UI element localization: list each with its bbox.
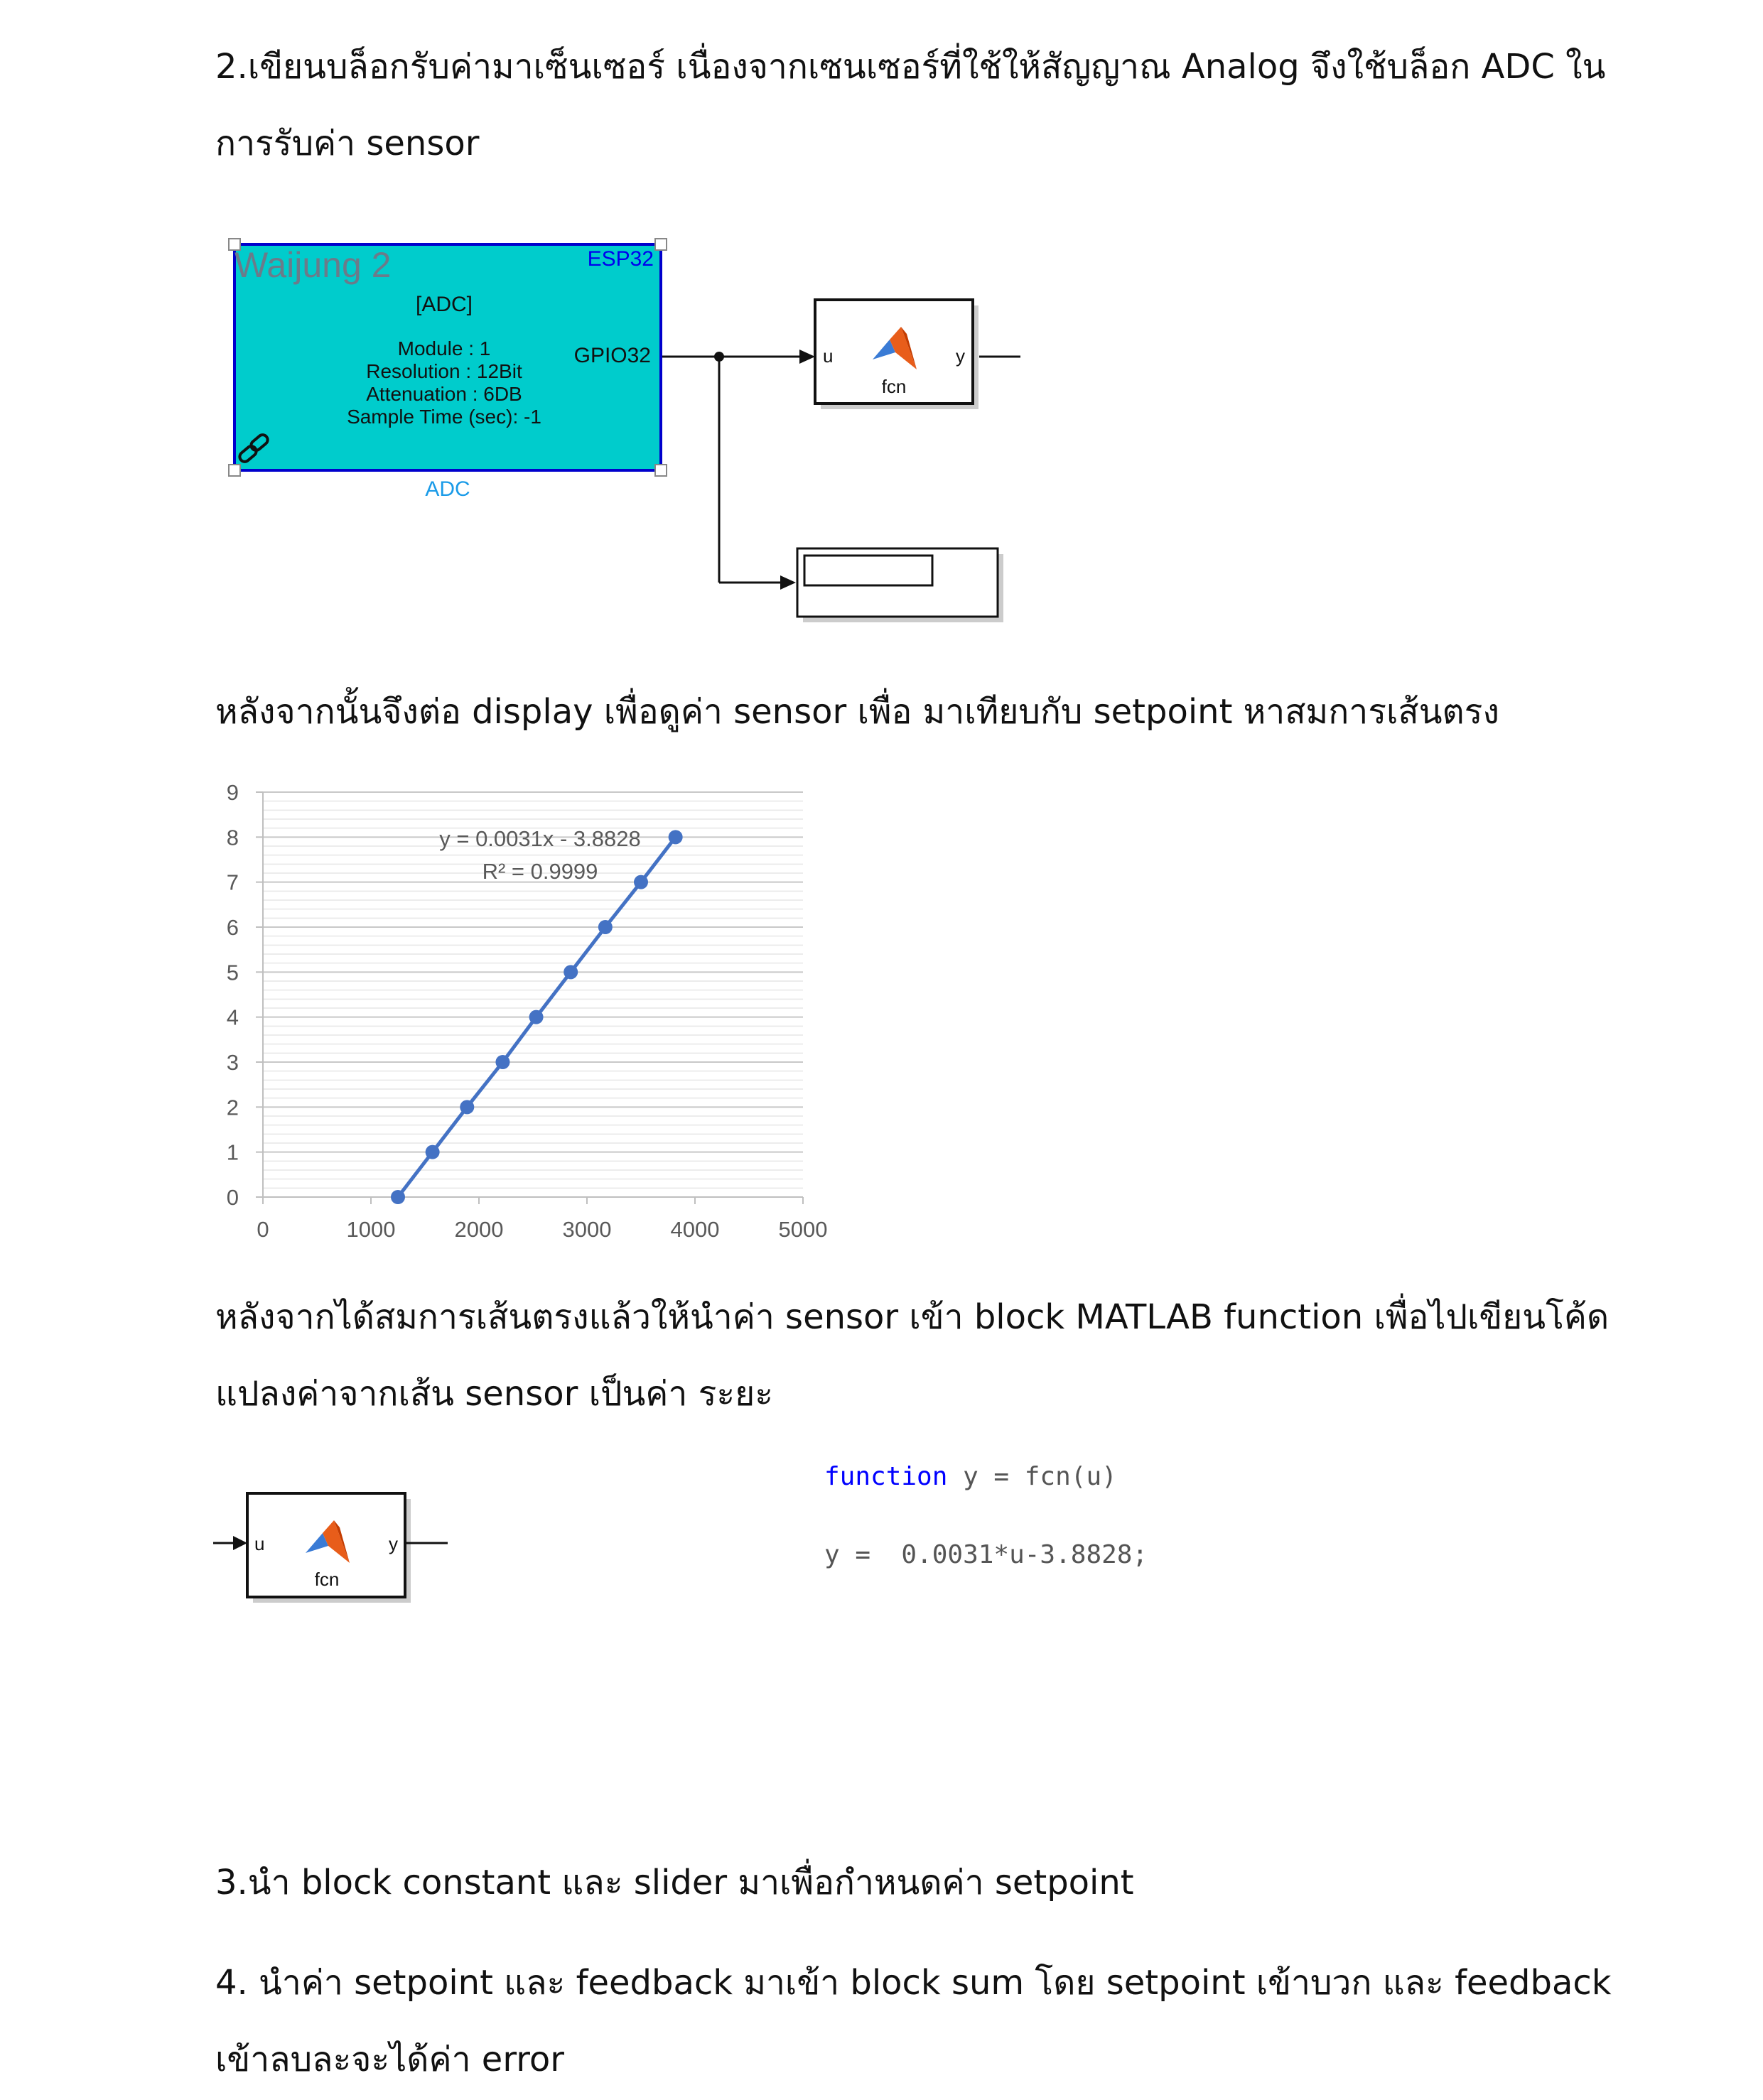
- adc-target-label: ESP32: [587, 247, 654, 271]
- y-tick-label: 5: [226, 960, 239, 985]
- step3-line: 3.นำ block constant และ slider มาเพื่อกำหนดค่า setpoint: [215, 1863, 1134, 1903]
- adc-port-label: GPIO32: [573, 344, 651, 367]
- x-tick-label: 4000: [670, 1217, 720, 1242]
- step3-paragraph: [215, 1844, 1565, 1921]
- y-tick-label: 4: [226, 1005, 239, 1030]
- matlab-line-2: แปลงค่าจากเส้น sensor เป็นค่า ระยะ: [215, 1374, 774, 1414]
- arrow-to-fcn: [799, 350, 815, 364]
- matlab-paragraph: [215, 1279, 1610, 1432]
- code-signature: y = fcn(u): [947, 1462, 1117, 1491]
- display-line: หลังจากนั้นจึงต่อ display เพื่อดูค่า sensor เพื่อ มาเทียบกับ setpoint หาสมการเส้นตรง: [215, 692, 1499, 732]
- adc-param-attenuation: Attenuation : 6DB: [366, 383, 522, 405]
- x-tick-label: 5000: [778, 1217, 828, 1242]
- step2-line-2: การรับค่า sensor: [215, 124, 480, 163]
- data-point: [391, 1190, 405, 1204]
- data-point: [669, 830, 683, 844]
- branch-point: [714, 352, 724, 362]
- code-keyword: function: [824, 1462, 948, 1491]
- y-tick-label: 3: [226, 1050, 239, 1075]
- fcn-block-diagram: [213, 1485, 469, 1613]
- fcn2-output-port: y: [389, 1533, 398, 1554]
- fcn-output-port: y: [956, 345, 965, 367]
- step4-line-2: เข้าลบละจะได้ค่า error: [215, 2040, 564, 2079]
- code-line-2: y = 0.0031*u-3.8828;: [824, 1540, 1148, 1569]
- fcn-input-port: u: [823, 345, 834, 367]
- fcn2-label: fcn: [314, 1569, 340, 1590]
- data-point: [460, 1100, 474, 1114]
- display-value-field: [804, 556, 932, 585]
- y-tick-label: 7: [226, 870, 239, 895]
- matlab-code-snippet: [817, 1449, 1244, 1591]
- x-tick-label: 3000: [562, 1217, 612, 1242]
- data-point: [529, 1010, 544, 1024]
- fcn-label: fcn: [881, 376, 907, 397]
- simulink-adc-diagram: [213, 227, 1037, 632]
- adc-param-sample-time: Sample Time (sec): -1: [347, 406, 541, 428]
- trendline-equation: y = 0.0031x - 3.8828: [439, 826, 641, 851]
- adc-title: [ADC]: [415, 293, 473, 316]
- adc-brand-label: Waijung 2: [234, 245, 392, 285]
- x-tick-label: 2000: [454, 1217, 504, 1242]
- data-point: [564, 965, 578, 979]
- chart-axes: [256, 792, 803, 1204]
- step4-line-1: 4. นำค่า setpoint และ feedback มาเข้า block sum โดย setpoint เข้าบวก และ feedback: [215, 1963, 1612, 2003]
- code-line-1: [824, 1462, 1117, 1491]
- matlab-line-1: หลังจากได้สมการเส้นตรงแล้วให้นำค่า sensor เข้า block MATLAB function เพื่อไปเขียนโค้ด: [215, 1297, 1610, 1337]
- data-point: [598, 920, 613, 934]
- y-tick-label: 9: [226, 780, 239, 805]
- y-tick-label: 8: [226, 825, 239, 850]
- y-tick-label: 1: [226, 1140, 239, 1165]
- adc-caption: ADC: [425, 477, 470, 501]
- y-tick-label: 6: [226, 915, 239, 940]
- data-point: [495, 1055, 510, 1069]
- adc-param-resolution: Resolution : 12Bit: [366, 360, 522, 382]
- calibration-chart: [213, 778, 853, 1261]
- data-point: [634, 875, 648, 889]
- x-tick-label: 0: [257, 1217, 269, 1242]
- data-point: [426, 1145, 440, 1159]
- arrow-to-display: [780, 575, 796, 590]
- display-paragraph: [215, 673, 1565, 750]
- step4-paragraph: [215, 1944, 1612, 2098]
- step2-line-1: 2.เขียนบล็อกรับค่ามาเซ็นเซอร์ เนื่องจากเซนเซอร์ที่ใช้ให้สัญญาณ Analog จึงใช้บล็อก ADC ใน: [215, 47, 1606, 87]
- step2-paragraph: [215, 28, 1606, 182]
- y-tick-label: 0: [226, 1185, 239, 1210]
- x-tick-label: 1000: [346, 1217, 396, 1242]
- adc-param-module: Module : 1: [397, 337, 491, 359]
- y-tick-label: 2: [226, 1095, 239, 1120]
- fcn2-input-port: u: [254, 1533, 265, 1554]
- trendline-r-squared: R² = 0.9999: [482, 859, 598, 884]
- chart-grid: [263, 792, 803, 1197]
